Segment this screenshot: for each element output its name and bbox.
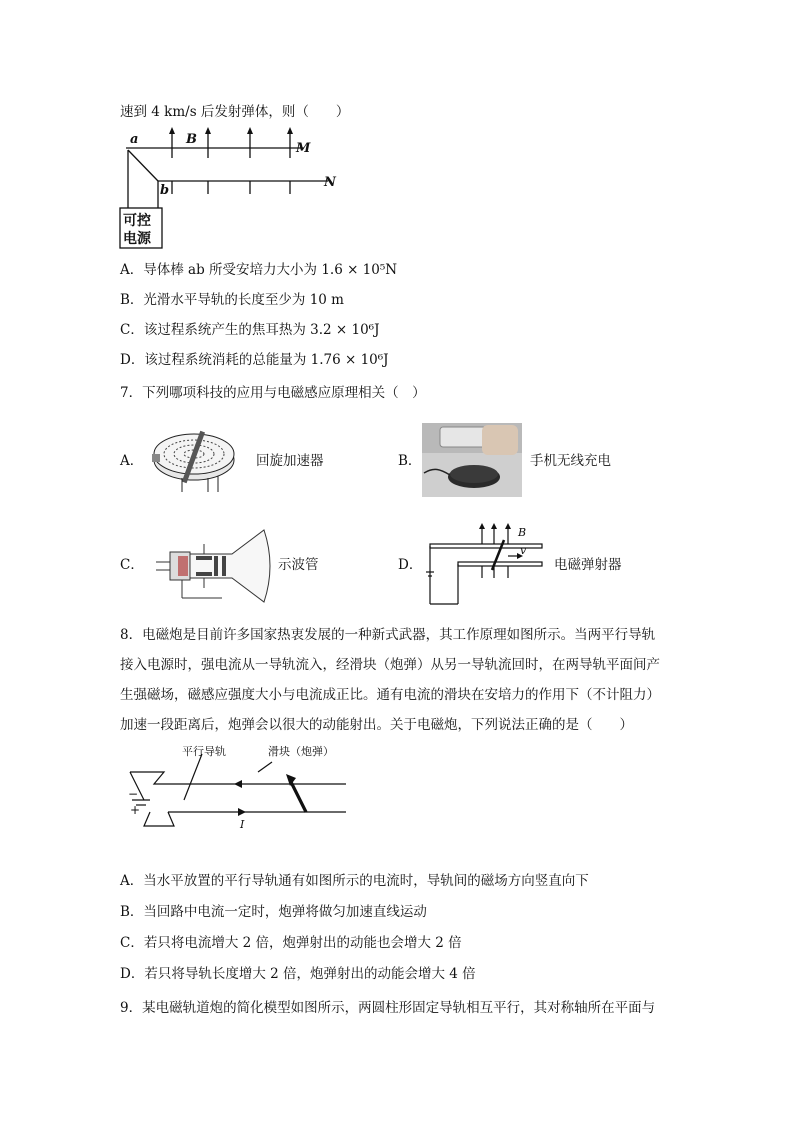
question-8-line3: 生强磁场，磁感应强度大小与电流成正比。通有电流的滑块在安培力的作用下（不计阻力） <box>120 687 660 703</box>
electromagnetic-catapult-figure <box>424 522 550 606</box>
q7-option-a-label: 回旋加速器 <box>256 453 324 469</box>
q6-option-d: D．该过程系统消耗的总能量为 1.76 × 10⁶J <box>120 352 389 368</box>
q7-option-d-letter: D． <box>398 557 423 573</box>
q7-option-c-letter: C． <box>120 557 144 573</box>
q8-option-a: A．当水平放置的平行导轨通有如图所示的电流时，导轨间的磁场方向竖直向下 <box>120 873 589 889</box>
catapult-label-v: v <box>520 544 527 557</box>
q7-option-a-letter: A． <box>120 453 144 469</box>
q7-option-d-label: 电磁弹射器 <box>554 557 622 573</box>
question-9-line1: 9．某电磁轨道炮的简化模型如图所示，两圆柱形固定导轨相互平行，其对称轴所在平面与 <box>120 1000 656 1016</box>
slider-label: 滑块（炮弹） <box>268 745 334 758</box>
question-8-line4: 加速一段距离后，炮弹会以很大的动能射出。关于电磁炮，下列说法正确的是（ ） <box>120 717 633 733</box>
power-label-line1: 可控 <box>123 213 151 229</box>
rail-label: 平行导轨 <box>182 745 226 758</box>
svg-text:−: − <box>128 787 139 801</box>
q6-option-c: C．该过程系统产生的焦耳热为 3.2 × 10⁶J <box>120 322 380 338</box>
label-b: b <box>160 183 170 198</box>
question-7-stem: 7．下列哪项科技的应用与电磁感应原理相关（ ） <box>120 385 426 401</box>
svg-text:+: + <box>130 803 141 817</box>
q6-option-a: A．导体棒 ab 所受安培力大小为 1.6 × 10⁵N <box>120 262 398 278</box>
question-6-tail: 速到 4 km/s 后发射弹体，则（ ） <box>120 104 350 120</box>
label-N: N <box>324 175 336 190</box>
q7-option-c-label: 示波管 <box>278 557 319 573</box>
q6-option-b: B．光滑水平导轨的长度至少为 10 m <box>120 292 344 308</box>
label-B: B <box>186 132 197 147</box>
q8-option-d: D．若只将导轨长度增大 2 倍，炮弹射出的动能会增大 4 倍 <box>120 966 476 982</box>
catapult-label-B: B <box>518 526 527 539</box>
question-8-line1: 8．电磁炮是目前许多国家热衷发展的一种新式武器，其工作原理如图所示。当两平行导轨 <box>120 627 656 643</box>
label-a: a <box>130 132 139 147</box>
wireless-charger-image <box>422 423 522 497</box>
oscilloscope-tube-image <box>152 526 276 606</box>
q7-option-b-label: 手机无线充电 <box>530 453 611 469</box>
cyclotron-image <box>148 420 244 496</box>
current-label: I <box>240 818 245 831</box>
q7-option-b-letter: B． <box>398 453 422 469</box>
railgun-figure <box>124 742 376 832</box>
label-M: M <box>296 141 311 156</box>
rail-circuit-figure <box>118 124 348 252</box>
power-label-line2: 电源 <box>123 231 151 247</box>
question-8-line2: 接入电源时，强电流从一导轨流入，经滑块（炮弹）从另一导轨流回时，在两导轨平面间产 <box>120 657 660 673</box>
q8-option-b: B．当回路中电流一定时，炮弹将做匀加速直线运动 <box>120 904 427 920</box>
q8-option-c: C．若只将电流增大 2 倍，炮弹射出的动能也会增大 2 倍 <box>120 935 462 951</box>
